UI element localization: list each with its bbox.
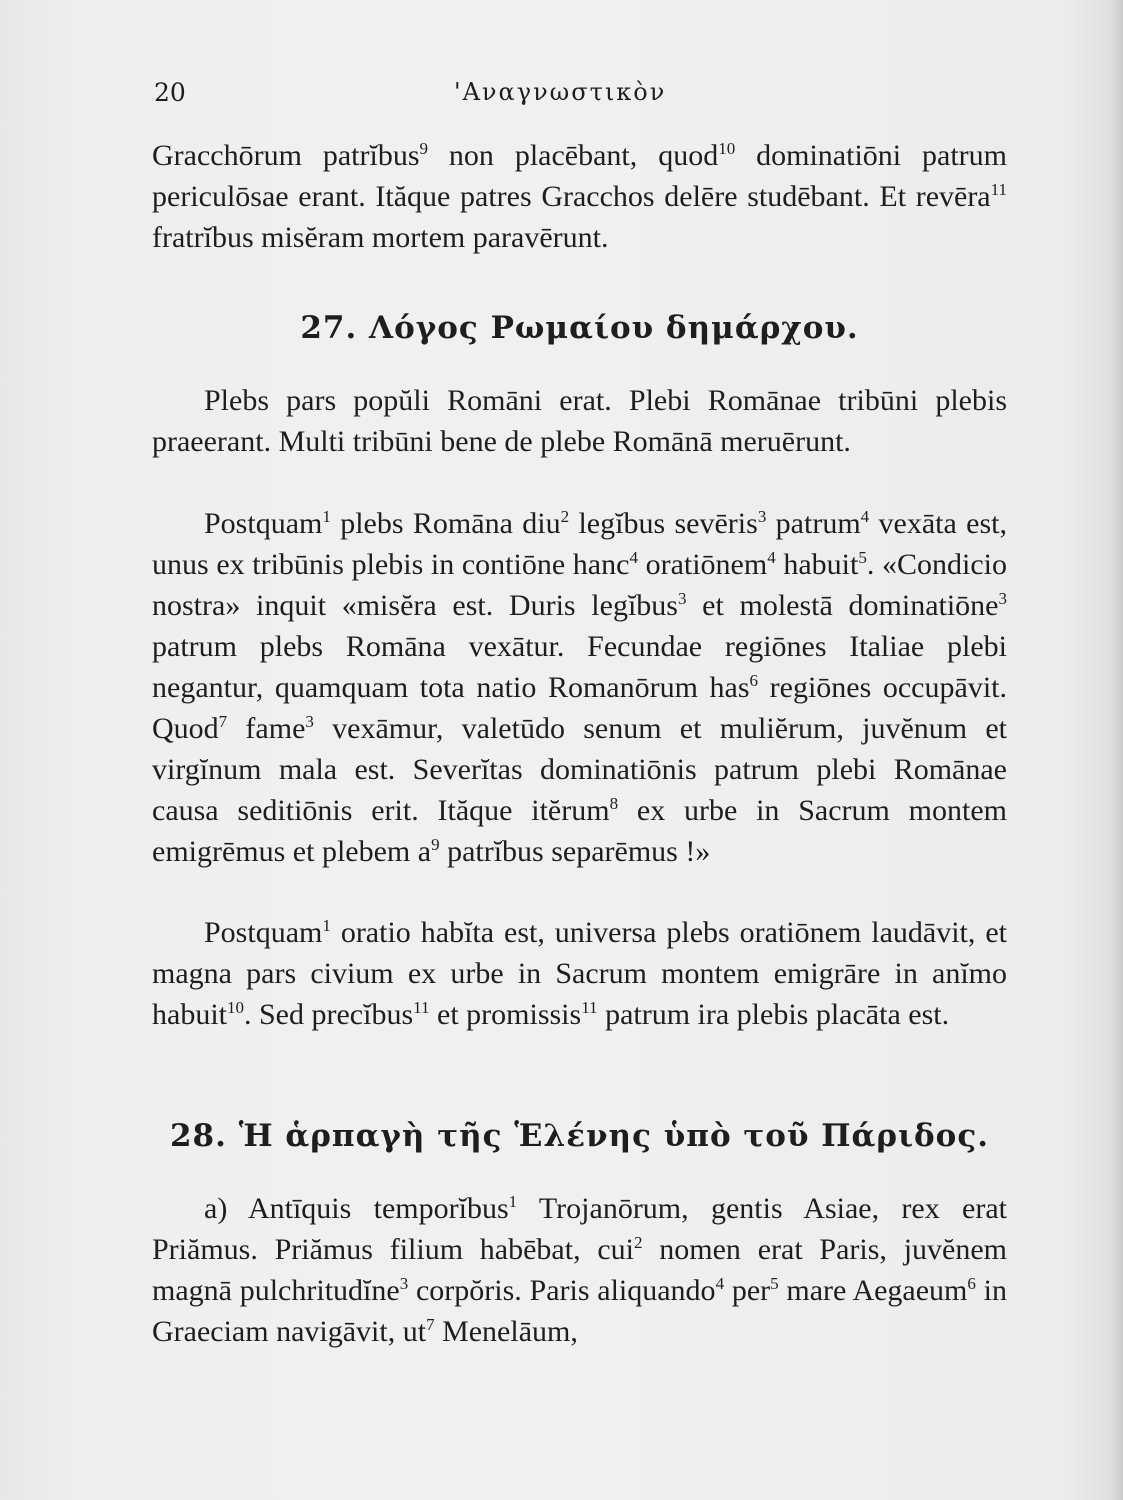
footnote-marker: 7: [218, 712, 228, 731]
text-fragment: fame: [227, 712, 306, 745]
text-fragment: patrĭbus separēmus !»: [439, 835, 711, 868]
section-27-paragraph-1: Plebs pars popŭli Romāni erat. Plebi Romānae tribūni plebis praeerant. Multi tribūni bene de plebe Romānā meruērunt.: [152, 384, 1007, 458]
text-fragment: patrum: [766, 507, 861, 540]
footnote-marker: 3: [677, 589, 687, 608]
footnote-marker: 3: [757, 507, 767, 526]
running-title: 'Αναγνωστικὸν: [454, 78, 667, 106]
text-fragment: regiōnes occupāvit. Quod: [152, 671, 1007, 745]
section-27-paragraph-3: [152, 912, 1007, 1035]
section-28-heading: 28. Ἡ ἁρπαγὴ τῆς Ἑλένης ὑπὸ τοῦ Πάριδος.: [169, 1118, 990, 1154]
footnote-marker: 4: [860, 507, 870, 526]
text-fragment: legĭbus sevēris: [569, 507, 758, 540]
footnote-marker: 2: [560, 507, 570, 526]
text-fragment: vexāmur, valetūdo senum et muliĕrum, juvĕnum et virgĭnum mala est. Severĭtas dominatiōnis patrum plebi Romānae causa seditiōnis erit. Ităque itĕrum: [152, 712, 1007, 827]
text-fragment: habuit: [775, 548, 859, 581]
text-fragment: in Graeciam navigāvit, ut: [152, 1274, 1007, 1348]
section-27-paragraph-2: [152, 503, 1007, 872]
footnote-marker: 1: [508, 1192, 518, 1211]
section-27-heading: 27. Λόγος Ρωμαίου δημάρχου.: [300, 310, 859, 346]
text-fragment: patrum plebs Romāna vexātur. Fecundae regiōnes Italiae plebi negantur, quamquam tota natio Romanōrum has: [152, 630, 1007, 704]
text-fragment: et molestā dominatiōne: [686, 589, 999, 622]
footnote-marker: 2: [634, 1233, 643, 1252]
text-fragment: plebs Romāna diu: [330, 507, 561, 540]
text-fragment: Trojanōrum, gentis Asiae, rex erat Priămus. Priămus filium habēbat, cui: [152, 1192, 1007, 1266]
footnote-marker: 6: [749, 671, 759, 690]
footnote-marker: 4: [629, 548, 638, 567]
text-fragment: ex urbe in Sacrum montem emigrēmus et plebem a: [152, 794, 1007, 868]
section-28-paragraph-1: [152, 1188, 1007, 1352]
footnote-marker: 1: [322, 916, 331, 935]
footnote-marker: 11: [581, 998, 598, 1017]
text-fragment: nomen erat Paris, juvĕnem magnā pulchritudĭne: [152, 1233, 1007, 1307]
text-fragment: patrum ira plebis placāta est.: [597, 998, 950, 1031]
footnote-marker: 4: [767, 548, 776, 567]
footnote-marker: 1: [322, 507, 331, 526]
page-number: 20: [154, 78, 186, 107]
text-fragment: . «Condicio nostra» inquit «misĕra est. Duris legĭbus: [152, 548, 1007, 622]
text-fragment: per: [724, 1274, 771, 1307]
intro-paragraph: Gracchōrum patrĭbus$^9$ non placēbant, quod$^{10}$ dominatiōni patrum periculōsae erant. Ităque patres Gracchos delēre studēbant. Et revēra$^{11}$ fratrĭbus misĕram mortem paravērunt.: [152, 139, 1008, 254]
text-fragment: vexāta est, unus ex tribūnis plebis in contiōne hanc: [152, 507, 1007, 581]
footnote-marker: 7: [426, 1315, 435, 1334]
text-fragment: corpŏris. Paris aliquando: [408, 1274, 716, 1307]
footnote-marker: 3: [305, 712, 314, 731]
text-fragment: et promissis: [429, 998, 582, 1031]
footnote-marker: 9: [431, 835, 440, 854]
footnote-marker: 11: [413, 998, 430, 1017]
text-fragment: oratio habĭta est, universa plebs oratiōnem laudāvit, et magna pars civium ex urbe in Sacrum montem emigrāre in anĭmo habuit: [152, 916, 1007, 1031]
footnote-marker: 10: [227, 998, 244, 1017]
text-fragment: Menelāum,: [434, 1315, 578, 1348]
text-fragment: Postquam: [204, 507, 323, 540]
footnote-marker: 4: [715, 1274, 725, 1293]
text-fragment: . Sed precĭbus: [244, 998, 414, 1031]
footnote-marker: 3: [998, 589, 1007, 608]
text-fragment: Postquam: [204, 916, 323, 949]
page-edge-shadow: [1109, 0, 1123, 1500]
text-fragment: mare Aegaeum: [778, 1274, 968, 1307]
footnote-marker: 6: [967, 1274, 976, 1293]
footnote-marker: 3: [399, 1274, 409, 1293]
footnote-marker: 5: [858, 548, 867, 567]
footnote-marker: 5: [770, 1274, 779, 1293]
text-fragment: oratiōnem: [637, 548, 768, 581]
page-header: [154, 74, 984, 114]
text-fragment: a) Antīquis temporĭbus: [204, 1192, 509, 1225]
footnote-marker: 8: [609, 794, 619, 813]
